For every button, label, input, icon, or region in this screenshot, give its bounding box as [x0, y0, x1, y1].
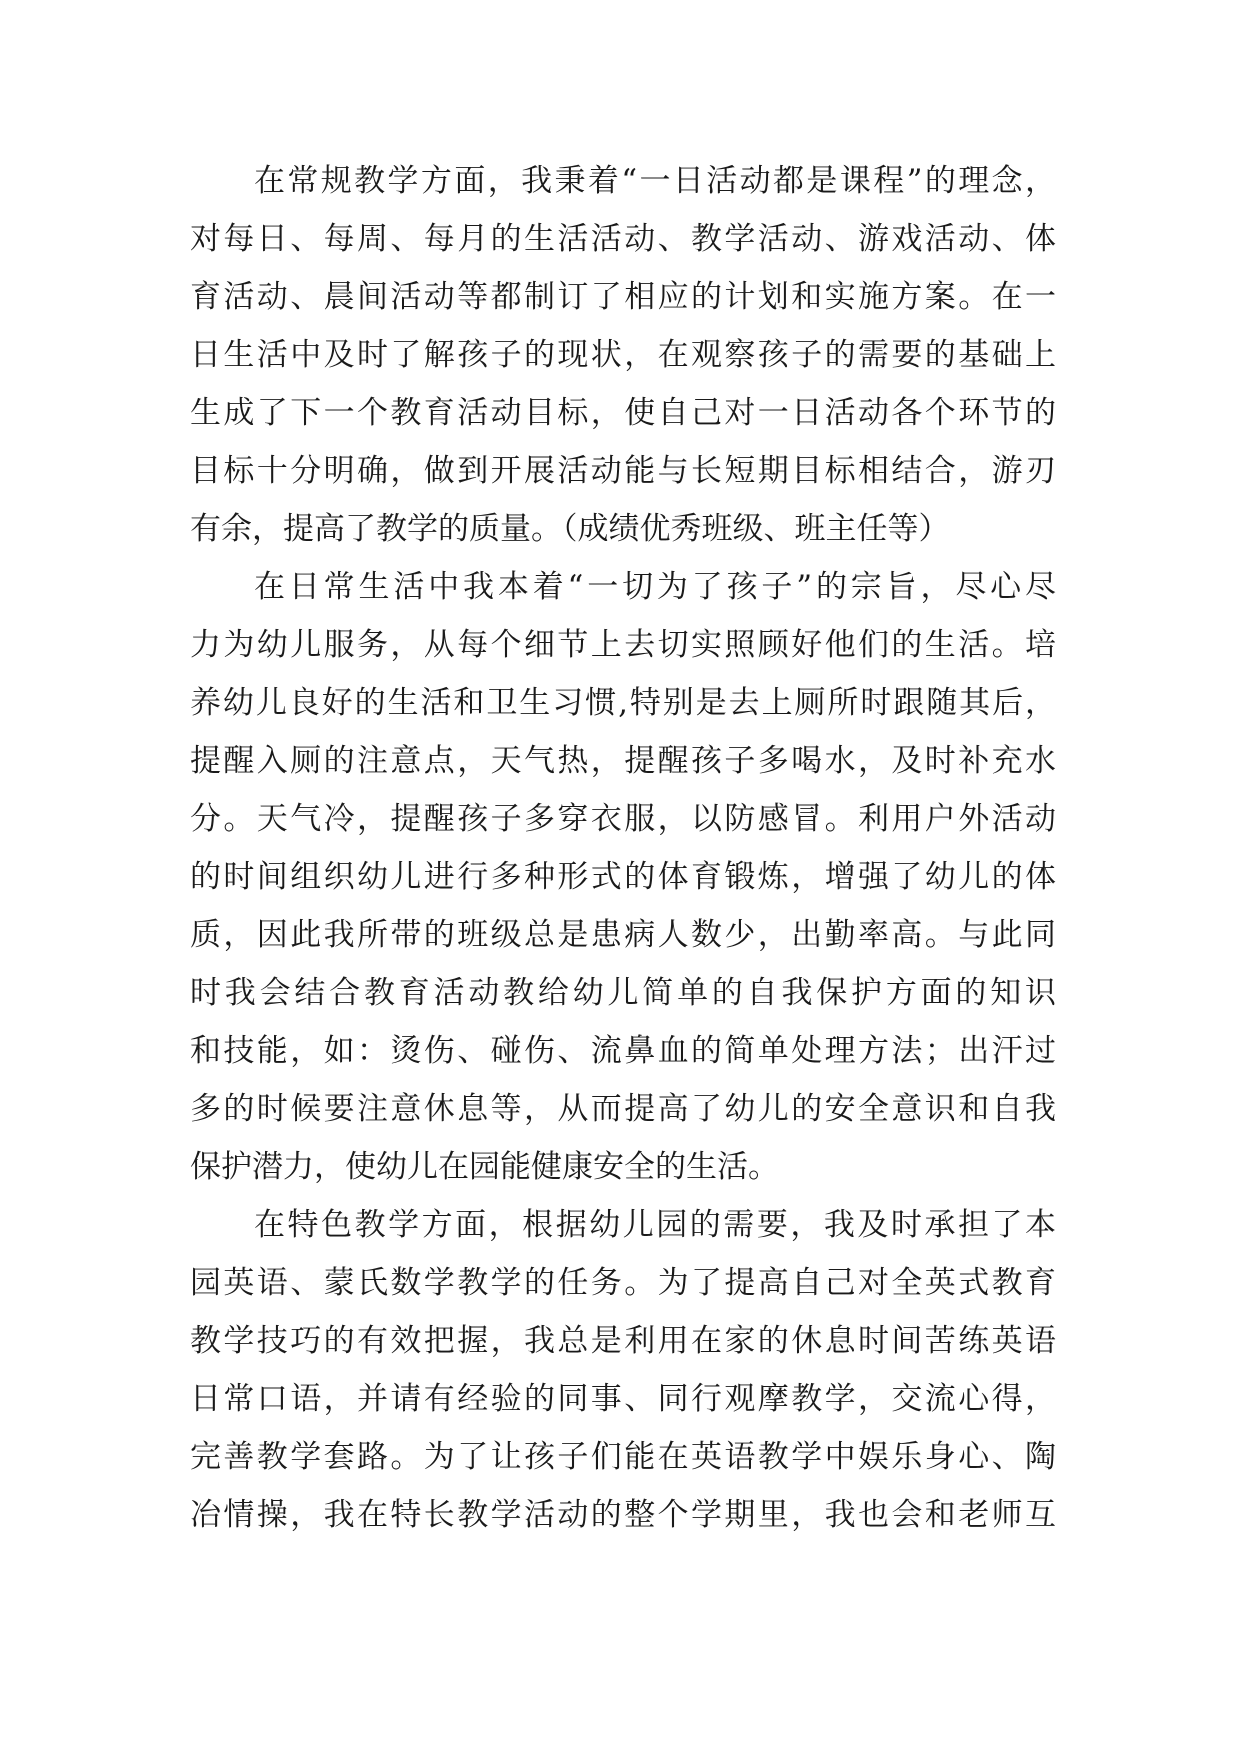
text-line: 园英语、蒙氏数学教学的任务。为了提高自己对全英式教育: [190, 1265, 1056, 1301]
document-body: [190, 152, 1056, 1544]
text-line: 多的时候要注意休息等，从而提高了幼儿的安全意识和自我: [190, 1091, 1056, 1127]
text-line: 目标十分明确，做到开展活动能与长短期目标相结合，游刃: [190, 453, 1056, 489]
paragraph-special-teaching: [190, 1196, 1056, 1544]
text-line: 提醒入厕的注意点，天气热，提醒孩子多喝水，及时补充水: [190, 743, 1056, 779]
text-line: 的时间组织幼儿进行多种形式的体育锻炼，增强了幼儿的体: [190, 859, 1056, 895]
text-line: 时我会结合教育活动教给幼儿简单的自我保护方面的知识: [190, 975, 1056, 1011]
text-line: 在常规教学方面，我秉着“一日活动都是课程”的理念，: [254, 163, 1056, 199]
paragraph-daily-life: [190, 558, 1056, 1196]
text-line: 保护潜力，使幼儿在园能健康安全的生活。: [190, 1149, 779, 1185]
text-line: 有余，提高了教学的质量。（成绩优秀班级、班主任等）: [190, 511, 950, 547]
text-line: 质，因此我所带的班级总是患病人数少，出勤率高。与此同: [190, 917, 1056, 953]
paragraph-regular-teaching: [190, 152, 1056, 558]
text-line: 日生活中及时了解孩子的现状，在观察孩子的需要的基础上: [190, 337, 1056, 373]
text-line: 对每日、每周、每月的生活活动、教学活动、游戏活动、体: [190, 221, 1056, 257]
text-line: 力为幼儿服务，从每个细节上去切实照顾好他们的生活。培: [190, 627, 1056, 663]
text-line: 分。天气冷，提醒孩子多穿衣服，以防感冒。利用户外活动: [190, 801, 1056, 837]
text-line: 和技能，如：烫伤、碰伤、流鼻血的简单处理方法；出汗过: [190, 1033, 1056, 1069]
text-line: 教学技巧的有效把握，我总是利用在家的休息时间苦练英语: [190, 1323, 1056, 1359]
text-line: 在特色教学方面，根据幼儿园的需要，我及时承担了本: [254, 1207, 1056, 1243]
text-line: 完善教学套路。为了让孩子们能在英语教学中娱乐身心、陶: [190, 1439, 1056, 1475]
text-line: 育活动、晨间活动等都制订了相应的计划和实施方案。在一: [190, 279, 1056, 315]
text-line: 生成了下一个教育活动目标，使自己对一日活动各个环节的: [190, 395, 1056, 431]
text-line: 在日常生活中我本着“一切为了孩子”的宗旨，尽心尽: [254, 569, 1056, 605]
text-line: 养幼儿良好的生活和卫生习惯,特别是去上厕所时跟随其后，: [190, 685, 1056, 721]
text-line: 冶情操，我在特长教学活动的整个学期里，我也会和老师互: [190, 1497, 1056, 1533]
text-line: 日常口语，并请有经验的同事、同行观摩教学，交流心得，: [190, 1381, 1056, 1417]
